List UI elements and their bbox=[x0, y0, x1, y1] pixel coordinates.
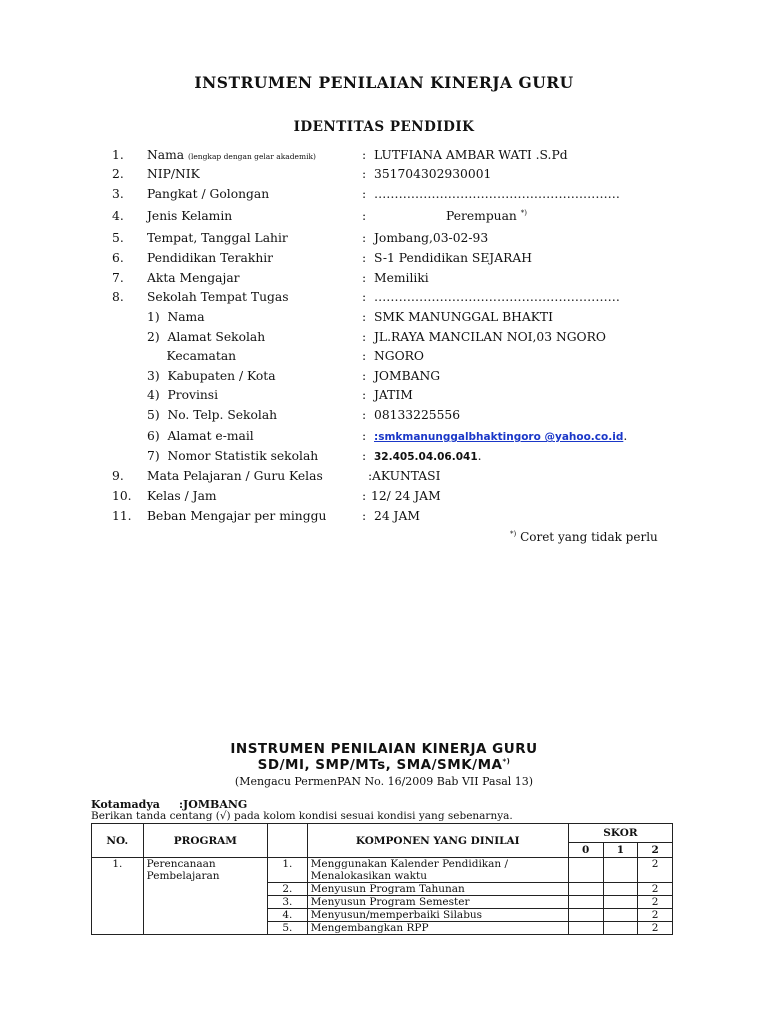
row-value: NGORO bbox=[374, 349, 425, 363]
row-value: 08133225556 bbox=[374, 408, 461, 422]
row-colon: : bbox=[362, 251, 367, 265]
row-value: 12/ 24 JAM bbox=[371, 489, 441, 503]
row-label: Beban Mengajar per minggu bbox=[147, 509, 327, 523]
row-number: 3. bbox=[112, 187, 124, 201]
footnote bbox=[510, 530, 658, 544]
footnote-mark: *) bbox=[510, 530, 517, 538]
row-value: …………………………………………………… bbox=[374, 290, 620, 304]
row-number: 9. bbox=[112, 469, 124, 483]
row-label: NIP/NIK bbox=[147, 167, 200, 181]
row-colon: : bbox=[362, 330, 367, 344]
row-label: Tempat, Tanggal Lahir bbox=[147, 231, 288, 245]
section-title-identitas: IDENTITAS PENDIDIK bbox=[293, 119, 475, 135]
row-value: SMK MANUNGGAL BHAKTI bbox=[374, 310, 553, 324]
value-text: Perempuan bbox=[446, 209, 517, 224]
header-spacer bbox=[268, 824, 308, 858]
row-value bbox=[374, 449, 482, 463]
row-colon: : bbox=[362, 187, 367, 201]
row-value: 351704302930001 bbox=[374, 167, 492, 181]
row-label: 5) No. Telp. Sekolah bbox=[147, 408, 278, 422]
value-suffix: . bbox=[477, 449, 482, 463]
cell-score-0[interactable] bbox=[568, 896, 603, 909]
row-label: Akta Mengajar bbox=[147, 271, 240, 285]
cell-score-2[interactable]: 2 bbox=[638, 922, 673, 935]
row-value: Memiliki bbox=[374, 271, 429, 285]
cell-score-1[interactable] bbox=[603, 896, 638, 909]
row-colon: : bbox=[362, 231, 367, 245]
row-colon: : bbox=[362, 167, 367, 181]
cell-score-2[interactable]: 2 bbox=[638, 858, 673, 883]
label-note: (lengkap dengan gelar akademik) bbox=[188, 152, 316, 161]
row-colon: : bbox=[362, 388, 367, 402]
subtitle-text: SD/MI, SMP/MTs, SMA/SMK/MA bbox=[257, 757, 503, 773]
row-colon: : bbox=[362, 369, 367, 383]
cell-score-2[interactable]: 2 bbox=[638, 883, 673, 896]
header-score-0: 0 bbox=[568, 843, 603, 858]
header-no: NO. bbox=[92, 824, 144, 858]
header-score-2: 2 bbox=[638, 843, 673, 858]
row-number: 1. bbox=[112, 148, 124, 162]
row-number: 7. bbox=[112, 271, 124, 285]
row-value: 24 JAM bbox=[374, 509, 420, 523]
cell-no: 1. bbox=[92, 858, 144, 935]
cell-score-0[interactable] bbox=[568, 909, 603, 922]
cell-index: 5. bbox=[268, 922, 308, 935]
row-number: 5. bbox=[112, 231, 124, 245]
row-label: Mata Pelajaran / Guru Kelas bbox=[147, 469, 323, 483]
cell-score-0[interactable] bbox=[568, 883, 603, 896]
row-label: 6) Alamat e-mail bbox=[147, 429, 254, 443]
row-colon: : bbox=[362, 449, 367, 463]
cell-component: Menyusun/memperbaiki Silabus bbox=[307, 909, 568, 922]
row-label: Pendidikan Terakhir bbox=[147, 251, 274, 265]
assessment-table bbox=[91, 823, 673, 935]
row-label: 2) Alamat Sekolah bbox=[147, 330, 266, 344]
row-value: JOMBANG bbox=[374, 369, 441, 383]
cell-index: 1. bbox=[268, 858, 308, 883]
row-value: LUTFIANA AMBAR WATI .S.Pd bbox=[374, 148, 568, 162]
npsn-value: 32.405.04.06.041 bbox=[374, 451, 478, 463]
row-number: 4. bbox=[112, 209, 124, 223]
cell-component: Mengembangkan RPP bbox=[307, 922, 568, 935]
cell-index: 3. bbox=[268, 896, 308, 909]
header-program: PROGRAM bbox=[143, 824, 267, 858]
row-value: JL.RAYA MANCILAN NOI,03 NGORO bbox=[374, 330, 606, 344]
row-number: 10. bbox=[112, 489, 132, 503]
row-colon: : bbox=[362, 408, 367, 422]
row-label bbox=[147, 148, 316, 162]
row-number: 6. bbox=[112, 251, 124, 265]
cell-component: Menggunakan Kalender Pendidikan / Menalokasikan waktu bbox=[307, 858, 568, 883]
cell-score-2[interactable]: 2 bbox=[638, 909, 673, 922]
row-colon: : bbox=[362, 209, 367, 223]
table-row bbox=[92, 858, 673, 883]
row-label: Jenis Kelamin bbox=[147, 209, 233, 223]
row-label: 3) Kabupaten / Kota bbox=[147, 369, 276, 383]
row-colon: : bbox=[362, 429, 367, 443]
cell-score-1[interactable] bbox=[603, 858, 638, 883]
row-label: 7) Nomor Statistik sekolah bbox=[147, 449, 319, 463]
kota-label: Kotamadya bbox=[91, 798, 160, 811]
cell-component: Menyusun Program Semester bbox=[307, 896, 568, 909]
row-label: 1) Nama bbox=[147, 310, 205, 324]
row-label: Pangkat / Golongan bbox=[147, 187, 270, 201]
value-suffix: . bbox=[623, 429, 628, 443]
row-label: Sekolah Tempat Tugas bbox=[147, 290, 289, 304]
row-number: 11. bbox=[112, 509, 132, 523]
cell-score-1[interactable] bbox=[603, 922, 638, 935]
document-title: INSTRUMEN PENILAIAN KINERJA GURU bbox=[194, 73, 574, 92]
row-colon: : bbox=[362, 290, 367, 304]
row-value: Jombang,03-02-93 bbox=[374, 231, 489, 245]
reference-note: (Mengacu PermenPAN No. 16/2009 Bab VII Pasal 13) bbox=[234, 775, 534, 788]
instruction-text: Berikan tanda centang (√) pada kolom kondisi sesuai kondisi yang sebenarnya. bbox=[91, 810, 513, 822]
row-label: Kelas / Jam bbox=[147, 489, 217, 503]
cell-score-1[interactable] bbox=[603, 909, 638, 922]
row-value bbox=[446, 209, 527, 223]
row-colon: : bbox=[368, 469, 373, 483]
row-value: S-1 Pendidikan SEJARAH bbox=[374, 251, 532, 265]
header-component: KOMPONEN YANG DINILAI bbox=[307, 824, 568, 858]
instrument-subtitle bbox=[0, 757, 768, 773]
row-label: 4) Provinsi bbox=[147, 388, 219, 402]
instrument-title: INSTRUMEN PENILAIAN KINERJA GURU bbox=[230, 741, 538, 757]
row-colon: : bbox=[362, 509, 367, 523]
row-number: 8. bbox=[112, 290, 124, 304]
row-number: 2. bbox=[112, 167, 124, 181]
cell-index: 4. bbox=[268, 909, 308, 922]
row-colon: : bbox=[362, 148, 367, 162]
row-colon: : bbox=[362, 349, 367, 363]
row-colon: : bbox=[362, 489, 367, 503]
row-value: …………………………………………………… bbox=[374, 187, 620, 201]
email-link[interactable]: :smkmanunggalbhaktingoro @yahoo.co.id bbox=[374, 431, 624, 443]
row-value: JATIM bbox=[374, 388, 413, 402]
cell-score-1[interactable] bbox=[603, 883, 638, 896]
cell-index: 2. bbox=[268, 883, 308, 896]
cell-score-0[interactable] bbox=[568, 858, 603, 883]
row-value bbox=[374, 429, 627, 443]
cell-component: Menyusun Program Tahunan bbox=[307, 883, 568, 896]
label-text: Nama bbox=[147, 148, 185, 162]
row-colon: : bbox=[362, 271, 367, 285]
footnote-mark: *) bbox=[520, 209, 528, 217]
row-value: AKUNTASI bbox=[372, 469, 441, 483]
row-label: Kecamatan bbox=[147, 349, 237, 363]
footnote-mark: *) bbox=[502, 757, 511, 766]
footnote-text: Coret yang tidak perlu bbox=[520, 530, 658, 544]
cell-score-0[interactable] bbox=[568, 922, 603, 935]
kota-value: :JOMBANG bbox=[179, 798, 248, 811]
header-skor: SKOR bbox=[568, 824, 672, 843]
cell-program: Perencanaan Pembelajaran bbox=[143, 858, 267, 935]
header-score-1: 1 bbox=[603, 843, 638, 858]
row-colon: : bbox=[362, 310, 367, 324]
table-header-row bbox=[92, 824, 673, 843]
cell-score-2[interactable]: 2 bbox=[638, 896, 673, 909]
